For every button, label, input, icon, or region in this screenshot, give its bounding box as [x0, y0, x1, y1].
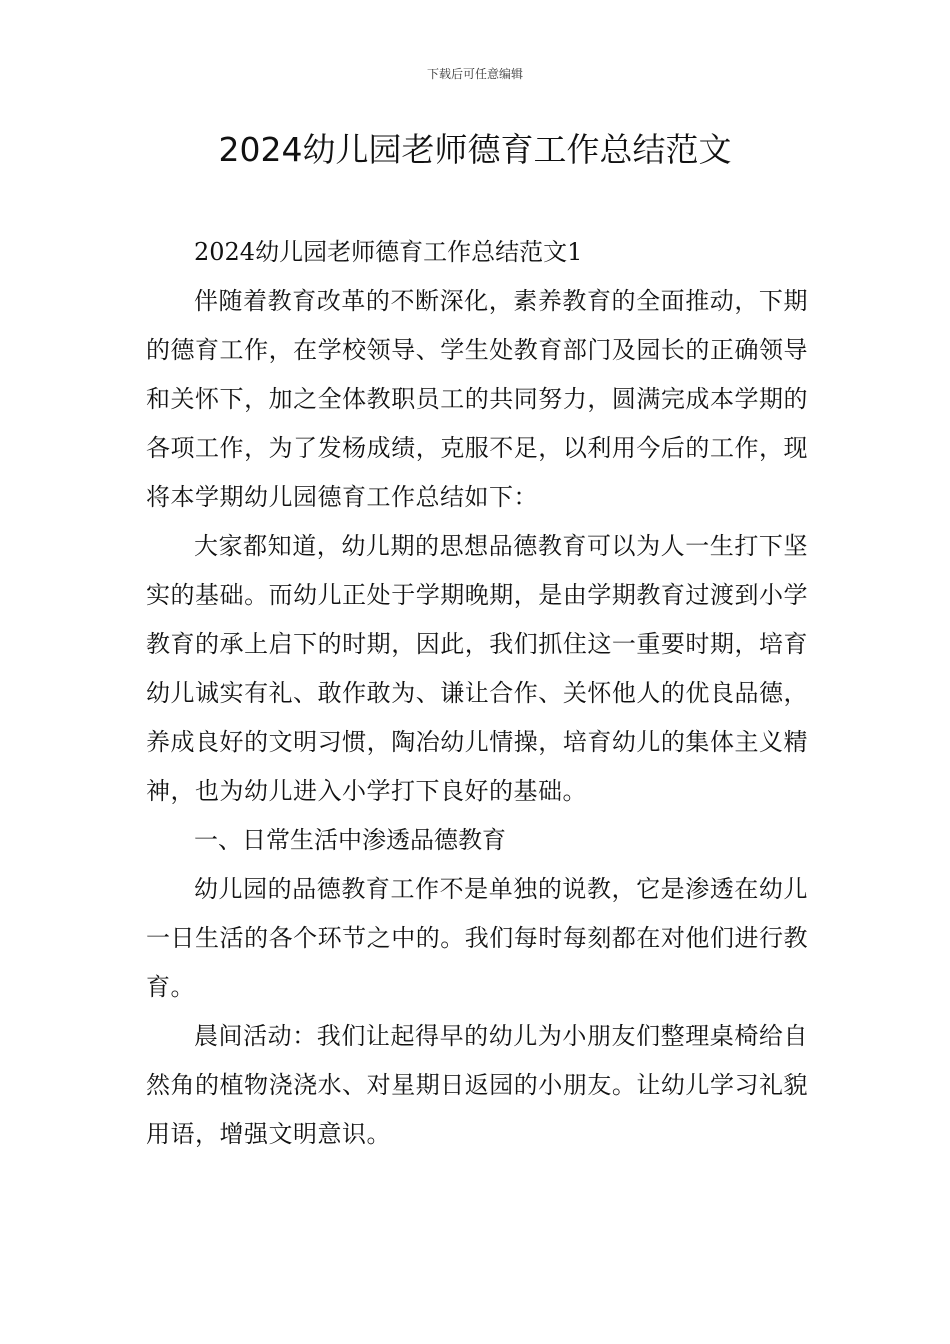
paragraph-morning-activities: 晨间活动：我们让起得早的幼儿为小朋友们整理桌椅给自然角的植物浇浇水、对星期日返园的小朋友。让幼儿学习礼貌用语，增强文明意识。 [146, 1022, 808, 1148]
section-subtitle: 2024幼儿园老师德育工作总结范文1 [194, 238, 583, 266]
section-heading-daily-life: 一、日常生活中渗透品德教育 [194, 826, 506, 854]
document-title: 2024幼儿园老师德育工作总结范文 [218, 130, 732, 169]
document-body [146, 228, 808, 1159]
paragraph-intro: 伴随着教育改革的不断深化，素养教育的全面推动，下期的德育工作，在学校领导、学生处教育部门及园长的正确领导和关怀下，加之全体教职员工的共同努力，圆满完成本学期的各项工作，为了发杨成绩，克服不足，以利用今后的工作，现将本学期幼儿园德育工作总结如下： [146, 287, 808, 511]
paragraph-daily-life: 幼儿园的品德教育工作不是单独的说教，它是渗透在幼儿一日生活的各个环节之中的。我们每时每刻都在对他们进行教育。 [146, 875, 808, 1001]
header-note: 下载后可任意编辑 [426, 67, 523, 81]
paragraph-background: 大家都知道，幼儿期的思想品德教育可以为人一生打下坚实的基础。而幼儿正处于学期晚期，是由学期教育过渡到小学教育的承上启下的时期，因此，我们抓住这一重要时期，培育幼儿诚实有礼、敢作敢为、谦让合作、关怀他人的优良品德，养成良好的文明习惯，陶冶幼儿情操，培育幼儿的集体主义精神，也为幼儿进入小学打下良好的基础。 [146, 532, 808, 805]
